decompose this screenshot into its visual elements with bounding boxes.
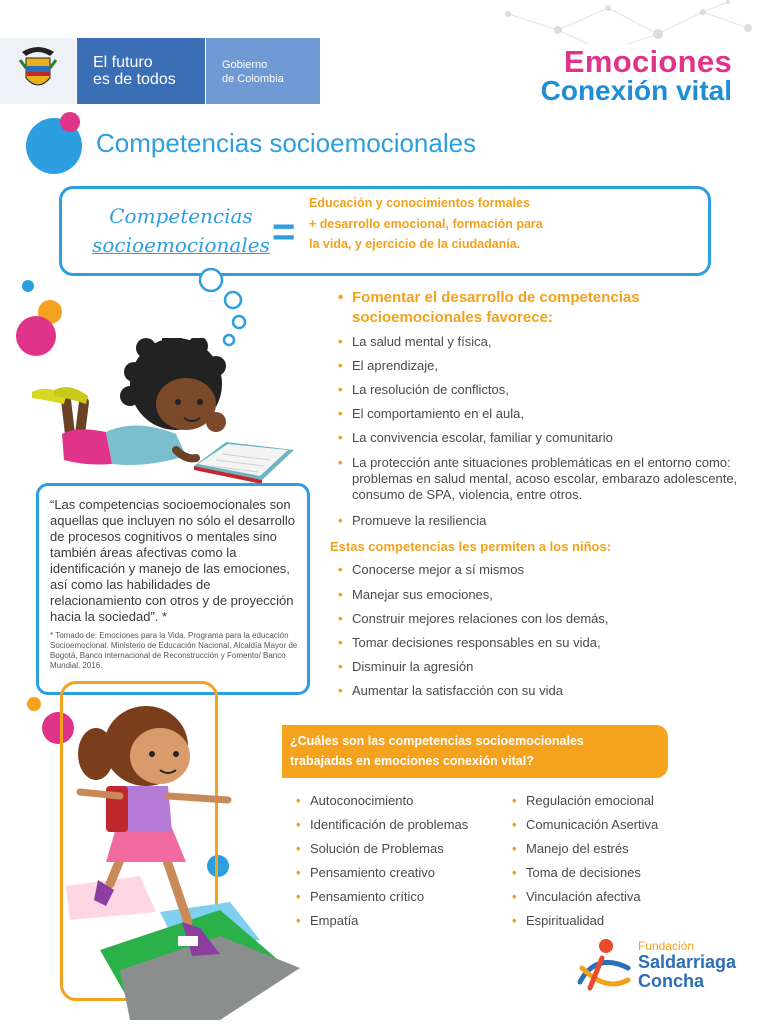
gov-col-line1: Gobierno [222,59,268,71]
bullet-n3: • [338,635,343,650]
definition-term-line2: socioemocionales [92,233,270,257]
favorece-list [338,513,738,529]
item-text-4: La convivencia escolar, familiar y comunitario [352,430,613,445]
list-item [338,430,738,446]
favorece-list [338,455,738,503]
item-text-5: La protección ante situaciones problemáticas en el entorno como: problemas en salud mental, acoso escolar, embarazo adolescente, consumo de SPA, violencia, entre otros. [352,455,738,502]
favorece-title-line2: socioemocionales favorece: [352,309,553,326]
bullet: • [512,841,517,856]
competencias-list-col1 [296,789,516,933]
ninos-text-3: Tomar decisiones responsables en su vida, [352,635,601,650]
list-item [338,513,738,529]
bullet: • [512,817,517,832]
boy-reading-illustration [26,338,298,486]
quote-footnote: * Tomado de: Emociones para la Vida. Programa para la educación Socioemocional. Ministerio de Educación Nacional, Alcaldía Mayor de Bogotá, Banco internacional de Reconstrucción y Fomento/ Banco Mundial. 2016. [50,631,298,670]
favorece-list [338,334,738,350]
colombia-seal-panel [0,38,76,104]
list-item [296,909,516,933]
ninos-list [338,611,738,627]
competencia-7: Regulación emocional [526,793,654,808]
definition-term [92,202,270,260]
bullet: • [512,865,517,880]
ninos-text-4: Disminuir la agresión [352,659,474,674]
list-item [296,813,516,837]
bullet: • [296,841,301,856]
ninos-text-5: Aumentar la satisfacción con su vida [352,683,563,698]
question-line2: trabajadas en emociones conexión vital? [290,754,534,768]
list-item [338,334,738,350]
foundation-line2: Concha [638,971,705,991]
competencia-11: Vinculación afectiva [526,889,641,904]
ninos-list [338,635,738,651]
competencia-5: Pensamiento crítico [310,889,425,904]
bullet-0: • [338,334,343,349]
gov-line2: es de todos [93,71,176,88]
foundation-line1: Saldarriaga [638,952,737,972]
list-item [512,789,732,813]
competencia-1: Autoconocimiento [310,793,414,808]
bullet-3: • [338,406,343,421]
question-banner-text [290,731,660,771]
favorece-list [338,430,738,446]
list-item [338,406,738,422]
competencia-9: Manejo del estrés [526,841,629,856]
ninos-list [338,659,738,675]
gov-line1: El futuro [93,54,153,71]
list-item [338,587,738,603]
question-line1: ¿Cuáles son las competencias socioemocionales [290,734,584,748]
ninos-list [338,562,738,578]
colombia-coat-of-arms-icon [0,38,76,104]
brand-conexion-vital: Conexión vital [540,75,732,106]
bullet-n2: • [338,611,343,626]
quote-text: “Las competencias socioemocionales son aquellas que incluyen no sólo el desarrollo de procesos cognitivos o mentales sino también áreas afectivas como la identificación y manejo de las emociones, así como las habilidades de relacionamiento con otros y de proyección hacia la sociedad”. * [50,497,295,624]
title-circles-decoration [22,110,84,176]
list-item [338,382,738,398]
list-item [338,611,738,627]
item-text-0: La salud mental y física, [352,334,492,349]
network-decoration [498,0,768,46]
favorece-list [338,358,738,374]
list-item [338,455,738,503]
item-text-1: El aprendizaje, [352,358,438,373]
competencia-4: Pensamiento creativo [310,865,436,880]
definition-term-line1: Competencias [109,204,253,228]
el-futuro-logo [77,38,205,104]
favorece-title [338,288,718,328]
definition-meaning-line1: Educación y conocimientos formales [309,196,530,210]
competencia-6: Empatía [310,913,359,928]
list-item [296,789,516,813]
foundation-name [638,953,736,991]
definition-meaning-line2: + desarrollo emocional, formación para [309,216,543,231]
competencia-2: Identificación de problemas [310,817,469,832]
bullet-n1: • [338,587,343,602]
bullet-n5: • [338,683,343,698]
thought-bubbles [196,266,252,348]
list-item [338,562,738,578]
bullet: • [512,889,517,904]
foundation-label: Fundación [638,939,695,953]
competencia-12: Espiritualidad [526,913,605,928]
ninos-text-1: Manejar sus emociones, [352,587,493,602]
bullet-5: • [338,455,343,470]
bullet-2: • [338,382,343,397]
bullet-n4: • [338,659,343,674]
list-item [512,909,732,933]
page-title: Competencias socioemocionales [96,128,477,158]
girl-walking-illustration [60,700,310,1020]
bullet: • [512,793,517,808]
favorece-list [338,382,738,398]
item-text-6: Promueve la resiliencia [352,513,487,528]
list-item [512,861,732,885]
ninos-title: Estas competencias les permiten a los niños: [330,539,612,554]
definition-meaning-line3: la vida, y ejercicio de la ciudadanía. [309,237,521,251]
bullet-4: • [338,430,343,445]
list-item [512,837,732,861]
bullet: • [296,817,301,832]
competencias-list-col2 [512,789,732,933]
list-item [296,837,516,861]
favorece-bullet: • [338,289,344,306]
list-item [296,861,516,885]
item-text-3: El comportamiento en el aula, [352,406,524,421]
gov-col-line2: de Colombia [222,73,284,85]
list-item [512,885,732,909]
favorece-title-line1: Fomentar el desarrollo de competencias [352,289,640,306]
item-text-2: La resolución de conflictos, [352,382,509,397]
list-item [338,683,738,699]
ninos-text-2: Construir mejores relaciones con los demás, [352,611,609,626]
list-item [338,358,738,374]
bullet-1: • [338,358,343,373]
list-item [338,659,738,675]
bullet: • [512,913,517,928]
definition-meaning [309,193,689,255]
brand-emociones: Emociones [563,44,732,79]
favorece-list [338,406,738,422]
competencia-8: Comunicación Asertiva [526,817,659,832]
gobierno-colombia-logo [206,38,320,104]
ninos-list [338,587,738,603]
bullet: • [296,913,301,928]
bullet: • [296,889,301,904]
list-item [296,885,516,909]
bullet: • [296,865,301,880]
competencia-3: Solución de Problemas [310,841,444,856]
ninos-text-0: Conocerse mejor a sí mismos [352,562,524,577]
bullet: • [296,793,301,808]
list-item [338,635,738,651]
ninos-list [338,683,738,699]
list-item [512,813,732,837]
bullet-n0: • [338,562,343,577]
saldarriaga-concha-logo-icon [576,938,632,992]
equals-sign: = [272,210,296,254]
competencia-10: Toma de decisiones [526,865,641,880]
bullet-6: • [338,513,343,528]
